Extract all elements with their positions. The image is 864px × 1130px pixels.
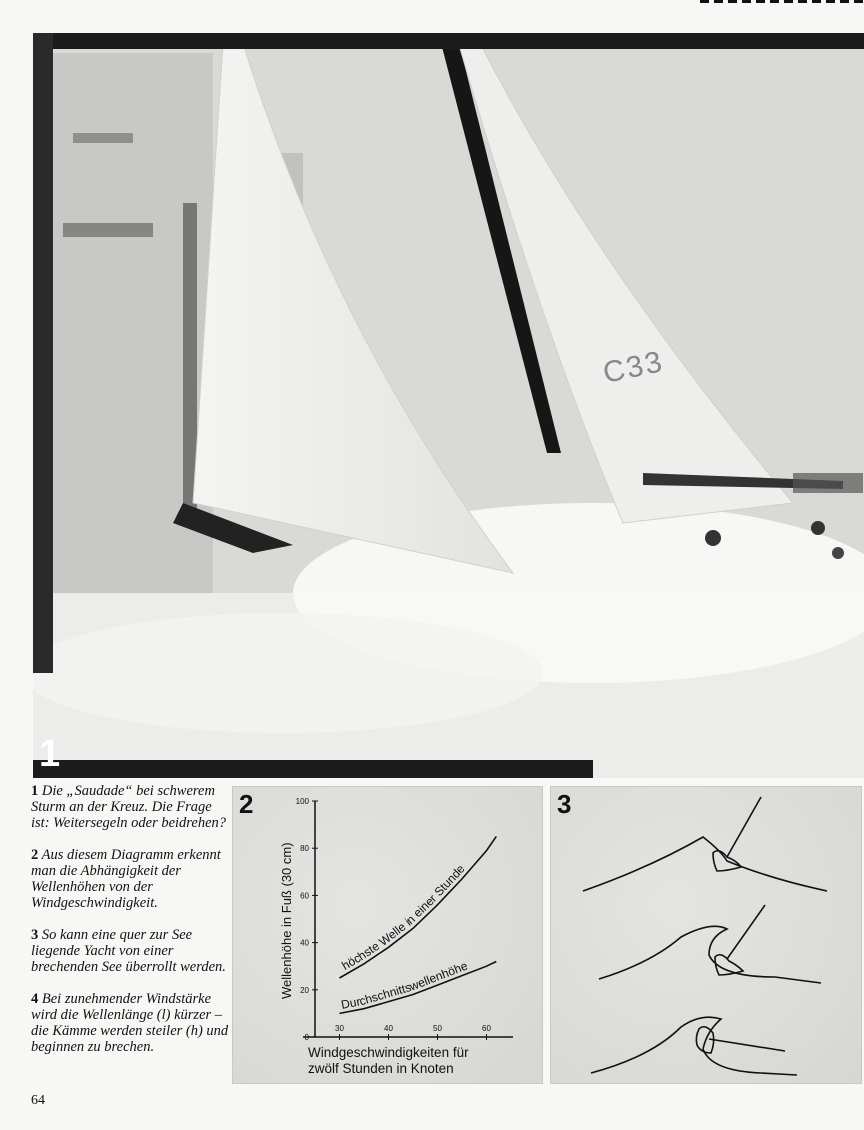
- series-labels: [339, 862, 469, 1012]
- caption-3: [31, 927, 229, 975]
- caption-text: Aus diesem Diagramm erkennt man die Abhängigkeit der Wellenhöhen von der Windgeschwindigkeit.: [31, 847, 221, 911]
- caption-column: [31, 783, 229, 1071]
- y-tick-label: 20: [300, 985, 309, 995]
- wave-1: [583, 837, 827, 891]
- breaking-wave-illustration: [551, 787, 861, 1083]
- x-tick-label: 30: [335, 1024, 344, 1033]
- wave-height-chart: [233, 787, 542, 1083]
- y-tick-label: 0: [304, 1033, 309, 1042]
- figure-2-number: 2: [239, 789, 254, 819]
- caption-number: 4: [31, 991, 39, 1007]
- caption-1: [31, 783, 229, 831]
- y-tick-label: 80: [300, 844, 309, 854]
- x-tick-label: 60: [482, 1024, 491, 1033]
- x-tick-label: 40: [384, 1024, 393, 1033]
- caption-text: So kann eine quer zur See liegende Yacht von einer brechenden See überrollt werden.: [31, 927, 226, 975]
- photo-border-left: [33, 33, 53, 673]
- y-axis-label: Wellenhöhe in Fuß (30 cm): [279, 842, 294, 999]
- wave-2: [599, 926, 821, 983]
- x-axis-label-line-1: Windgeschwindigkeiten für: [308, 1045, 469, 1060]
- y-tick-label: 40: [300, 938, 309, 948]
- yacht-mast-1: [727, 797, 761, 857]
- photo-illustration: [33, 33, 864, 778]
- caption-text: Die „Saudade“ bei schwerem Sturm an der Kreuz. Die Frage ist: Weitersegeln oder beidrehen?: [31, 783, 227, 831]
- x-axis-label: [308, 1045, 508, 1077]
- x-tick-label: 50: [433, 1024, 442, 1033]
- caption-number: 1: [31, 783, 39, 799]
- yacht-mast-2: [727, 905, 765, 959]
- caption-2: [31, 847, 229, 911]
- figure-2-wave-height-chart: [232, 786, 543, 1084]
- series-label-1: Durchschnittswellenhöhe: [339, 958, 470, 1012]
- yacht-mast-3: [709, 1039, 785, 1051]
- series-label-0: höchste Welle in einer Stunde: [339, 861, 468, 973]
- sailing-photo: [33, 33, 864, 778]
- photo-border-top: [33, 33, 864, 49]
- caption-4: [31, 991, 229, 1055]
- wave-3: [591, 1017, 797, 1075]
- figure-3-breaking-wave-drawing: [550, 786, 862, 1084]
- yacht-hull-2: [715, 955, 743, 975]
- top-dash-rule: [700, 0, 864, 3]
- page-number: 64: [31, 1093, 45, 1108]
- caption-number: 2: [31, 847, 39, 863]
- caption-number: 3: [31, 927, 39, 943]
- photo-border-bottom: [33, 760, 593, 778]
- y-tick-label: 100: [295, 797, 309, 806]
- y-tick-label: 60: [300, 891, 309, 901]
- sail-number: C33: [600, 345, 667, 390]
- caption-text: Bei zunehmender Windstärke wird die Wellenlänge (l) kürzer – die Kämme werden steiler (h) und beginnen zu brechen.: [31, 991, 229, 1055]
- photo-number: 1: [39, 733, 61, 775]
- x-axis-label-line-2: zwölf Stunden in Knoten: [308, 1061, 454, 1076]
- figure-3-number: 3: [557, 789, 572, 819]
